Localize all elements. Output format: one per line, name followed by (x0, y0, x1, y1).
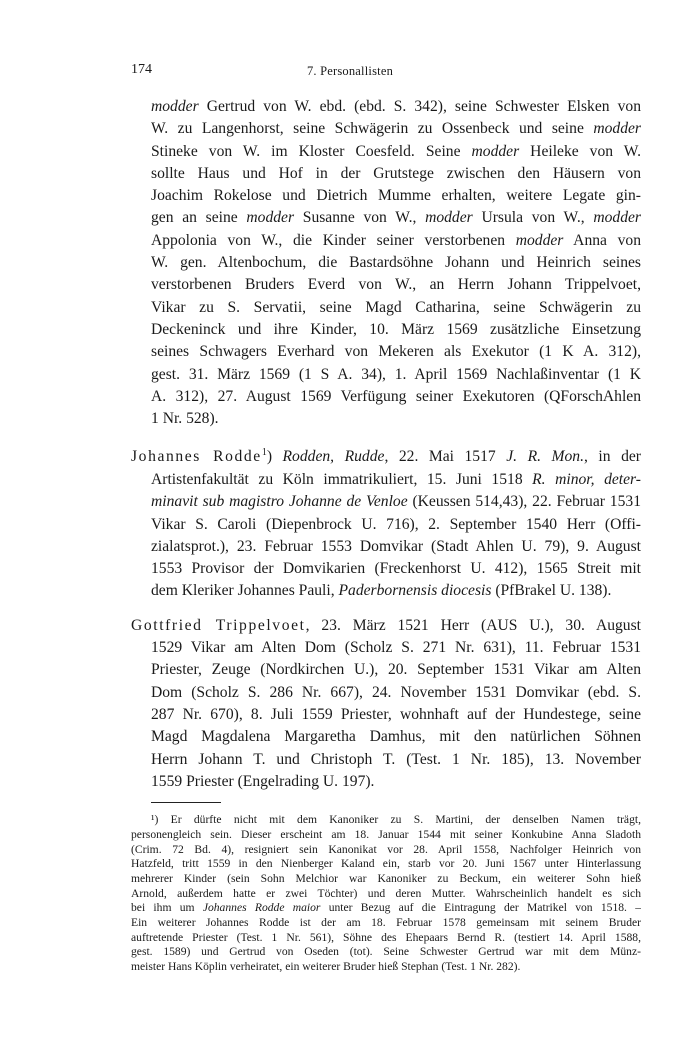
text-line (131, 386, 641, 408)
text-line (131, 872, 641, 887)
text-run: Gertrud von W. ebd. (ebd. S. 342), seine Schwester Elsken von (198, 98, 641, 115)
text-run: modder (151, 98, 199, 115)
text-line (131, 704, 641, 726)
text-line (131, 916, 641, 931)
text-line (131, 469, 641, 491)
text-run: 1 Nr. 528). (151, 410, 219, 428)
text-run: Appolonia von W., die Kinder seiner verstorbenen (151, 231, 516, 249)
text-run: personengleich sein. Dieser erscheint am 18. Januar 1544 mit seiner Konkubine Anna Sladoth (131, 827, 641, 841)
text-run: 1553 Provisor der Domvikarien (Freckenhorst U. 412), 1565 Streit mit (151, 560, 641, 578)
text-line (131, 408, 641, 430)
text-run: dem Kleriker Johannes Pauli, (151, 582, 339, 600)
text-line (131, 341, 641, 363)
text-run: 287 Nr. 670), 8. Juli 1559 Priester, wohnhaft auf der Hundestege, seine (151, 705, 641, 723)
text-run: minavit sub magistro Johanne de Venloe (151, 493, 408, 511)
text-run: Vikar S. Caroli (Diepenbrock U. 716), 2. September 1540 Herr (Offi- (151, 515, 641, 533)
text-run: (PfBrakel U. 138). (491, 582, 612, 600)
text-run: Magd Magdalena Margaretha Damhus, mit den natürlichen Söhnen (151, 728, 641, 746)
text-line (131, 615, 641, 637)
text-line (131, 141, 641, 163)
text-run: Arnold, außerdem hatte er zwei Töchter) und deren Mutter. Wahrscheinlich handelt es sich (131, 886, 641, 900)
text-run: meister Hans Köplin verheiratet, ein weiterer Bruder hieß Stephan (Test. 1 Nr. 282). (131, 960, 521, 974)
text-run: J. R. Mon. (506, 448, 585, 466)
text-run: Artistenfakultät zu Köln immatrikuliert, 15. Juni 1518 (151, 470, 533, 488)
text-run: , 23. März 1521 Herr (AUS U.), 30. August (305, 616, 641, 634)
text-run: Anna von (563, 231, 641, 249)
text-run: Ursula von W., (472, 209, 594, 227)
text-run: Herrn Johann T. und Christoph T. (Test. 1 Nr. 185), 13. November (151, 750, 641, 768)
text-line (131, 659, 641, 681)
text-line (131, 931, 641, 946)
text-run: , in der (584, 448, 641, 466)
text-run: A. 312), 27. August 1569 Verfügung seiner Exekutoren (QForschAhlen (151, 387, 641, 405)
text-line (131, 118, 641, 140)
text-line (131, 637, 641, 659)
text-run: ) (266, 448, 283, 466)
text-run: Priester, Zeuge (Nordkirchen U.), 20. September 1531 Vikar am Alten (151, 661, 641, 679)
text-run: seines Schwagers Everhard von Mekeren als Exekutor (1 K A. 312), (151, 343, 641, 361)
text-run: modder (246, 209, 295, 227)
paragraph-continuation (131, 96, 641, 430)
text-line (131, 960, 641, 975)
text-line (131, 207, 641, 229)
text-line (131, 442, 641, 468)
text-line (131, 163, 641, 185)
text-run: ¹) Er dürfte nicht mit dem Kanoniker zu S. Martini, der denselben Namen trägt, (151, 813, 641, 827)
text-line (131, 749, 641, 771)
text-run: gest. 31. März 1569 (1 S A. 34), 1. April 1569 Nachlaßinventar (1 K (151, 365, 641, 383)
text-line (131, 857, 641, 872)
text-run: Joachim Rokelose und Dietrich Mumme erhalten, weitere Legate gin- (151, 187, 641, 205)
text-line (131, 96, 641, 118)
running-head: 7. Personallisten (306, 64, 394, 78)
text-line (131, 726, 641, 748)
text-run: Gottfried Trippelvoet (131, 616, 306, 634)
text-run: Ein weiterer Johannes Rodde ist der am 18. Februar 1578 gemeinsam mit seinem Bruder (131, 916, 641, 930)
text-line (131, 843, 641, 858)
text-line (131, 274, 641, 296)
text-line (131, 230, 641, 252)
text-line (131, 682, 641, 704)
text-line (131, 887, 641, 902)
text-run: modder (425, 209, 473, 227)
text-run: modder (515, 231, 564, 249)
text-run: R. minor, deter- (532, 470, 641, 488)
text-run: bei ihm um (131, 901, 203, 915)
text-run: mehrerer Kinder (sein Sohn Melchior war Kanoniker zu Beckum, ein weiterer Sohn hieß (131, 871, 641, 885)
text-run: (Keussen 514,43), 22. Februar 1531 (407, 493, 641, 511)
text-line (131, 491, 641, 513)
text-run: Susanne von W., (294, 209, 426, 227)
text-line (131, 514, 641, 536)
text-run: 1559 Priester (Engelrading U. 197). (151, 772, 375, 790)
text-run: gest. 1589) und Gertrud von Oseden (tot). Seine Schwester Gertrud war mit dem Münz- (131, 945, 641, 959)
text-run: Dom (Scholz S. 286 Nr. 667), 24. November 1531 Domvikar (ebd. S. (151, 683, 641, 701)
text-run: modder (593, 120, 641, 138)
text-run: Johannes Rodde (131, 448, 262, 466)
text-run: auftretende Priester (Test. 1 Nr. 561), Söhne des Ehepaars Bernd R. (testiert 14. April 1588, (131, 930, 641, 944)
text-line (131, 297, 641, 319)
text-run: Heileke von W. (519, 142, 641, 160)
footnote-rule (151, 802, 221, 803)
text-line (131, 771, 641, 793)
entry-johannes-rodde (131, 442, 641, 602)
text-line (131, 252, 641, 274)
text-run: W. zu Langenhorst, seine Schwägerin zu Ossenbeck und seine (151, 120, 594, 138)
text-run: gen an seine (151, 209, 247, 227)
footnote (131, 813, 641, 975)
text-run: Vikar zu S. Servatii, seine Magd Catharina, seine Schwägerin zu (151, 298, 641, 316)
text-run: 1 (261, 447, 267, 459)
text-run: Deckeninck und ihre Kinder, 10. März 1569 zusätzliche Einsetzung (151, 320, 641, 338)
text-line (131, 901, 641, 916)
text-line (131, 813, 641, 828)
text-run: Hatzfeld, tritt 1559 in den Nienberger Kaland ein, starb vor 20. Juni 1567 unter Hinterlassung (131, 857, 641, 871)
text-run: 1529 Vikar am Alten Dom (Scholz S. 271 Nr. 631), 11. Februar 1531 (151, 639, 641, 657)
main-text (131, 96, 641, 975)
text-line (131, 319, 641, 341)
text-run: verstorbenen Bruders Everd von W., an Herrn Johann Trippelvoet, (151, 276, 641, 294)
text-run: sollte Haus und Hof in der Grutstege zwischen den Häusern von (151, 164, 641, 182)
text-run: modder (593, 209, 641, 227)
text-run: Rodden, Rudde (282, 448, 385, 466)
text-line (131, 558, 641, 580)
text-line (131, 536, 641, 558)
page-number: 174 (131, 62, 152, 77)
page-header (0, 62, 700, 82)
text-run: unter Bezug auf die Eintragung der Matrikel von 1518. – (320, 901, 641, 915)
text-run: Johannes Rodde maior (202, 901, 321, 915)
text-line (131, 580, 641, 602)
text-line (131, 828, 641, 843)
text-run: Paderbornensis diocesis (338, 582, 492, 600)
text-run: , 22. Mai 1517 (384, 448, 507, 466)
text-run: zialatsprot.), 23. Februar 1553 Domvikar (Stadt Ahlen U. 79), 9. August (151, 537, 641, 555)
text-line (131, 945, 641, 960)
text-line (131, 364, 641, 386)
text-line (131, 185, 641, 207)
text-run: Stineke von W. im Kloster Coesfeld. Seine (151, 142, 472, 160)
text-run: (Crim. 72 Bd. 4), resigniert sein Kanonikat vor 28. April 1558, Nachfolger Heinrich von (131, 842, 641, 856)
text-run: modder (471, 142, 520, 160)
text-run: W. gen. Altenbochum, die Bastardsöhne Johann und Heinrich seines (151, 254, 641, 272)
entry-gottfried-trippelvoet (131, 615, 641, 793)
